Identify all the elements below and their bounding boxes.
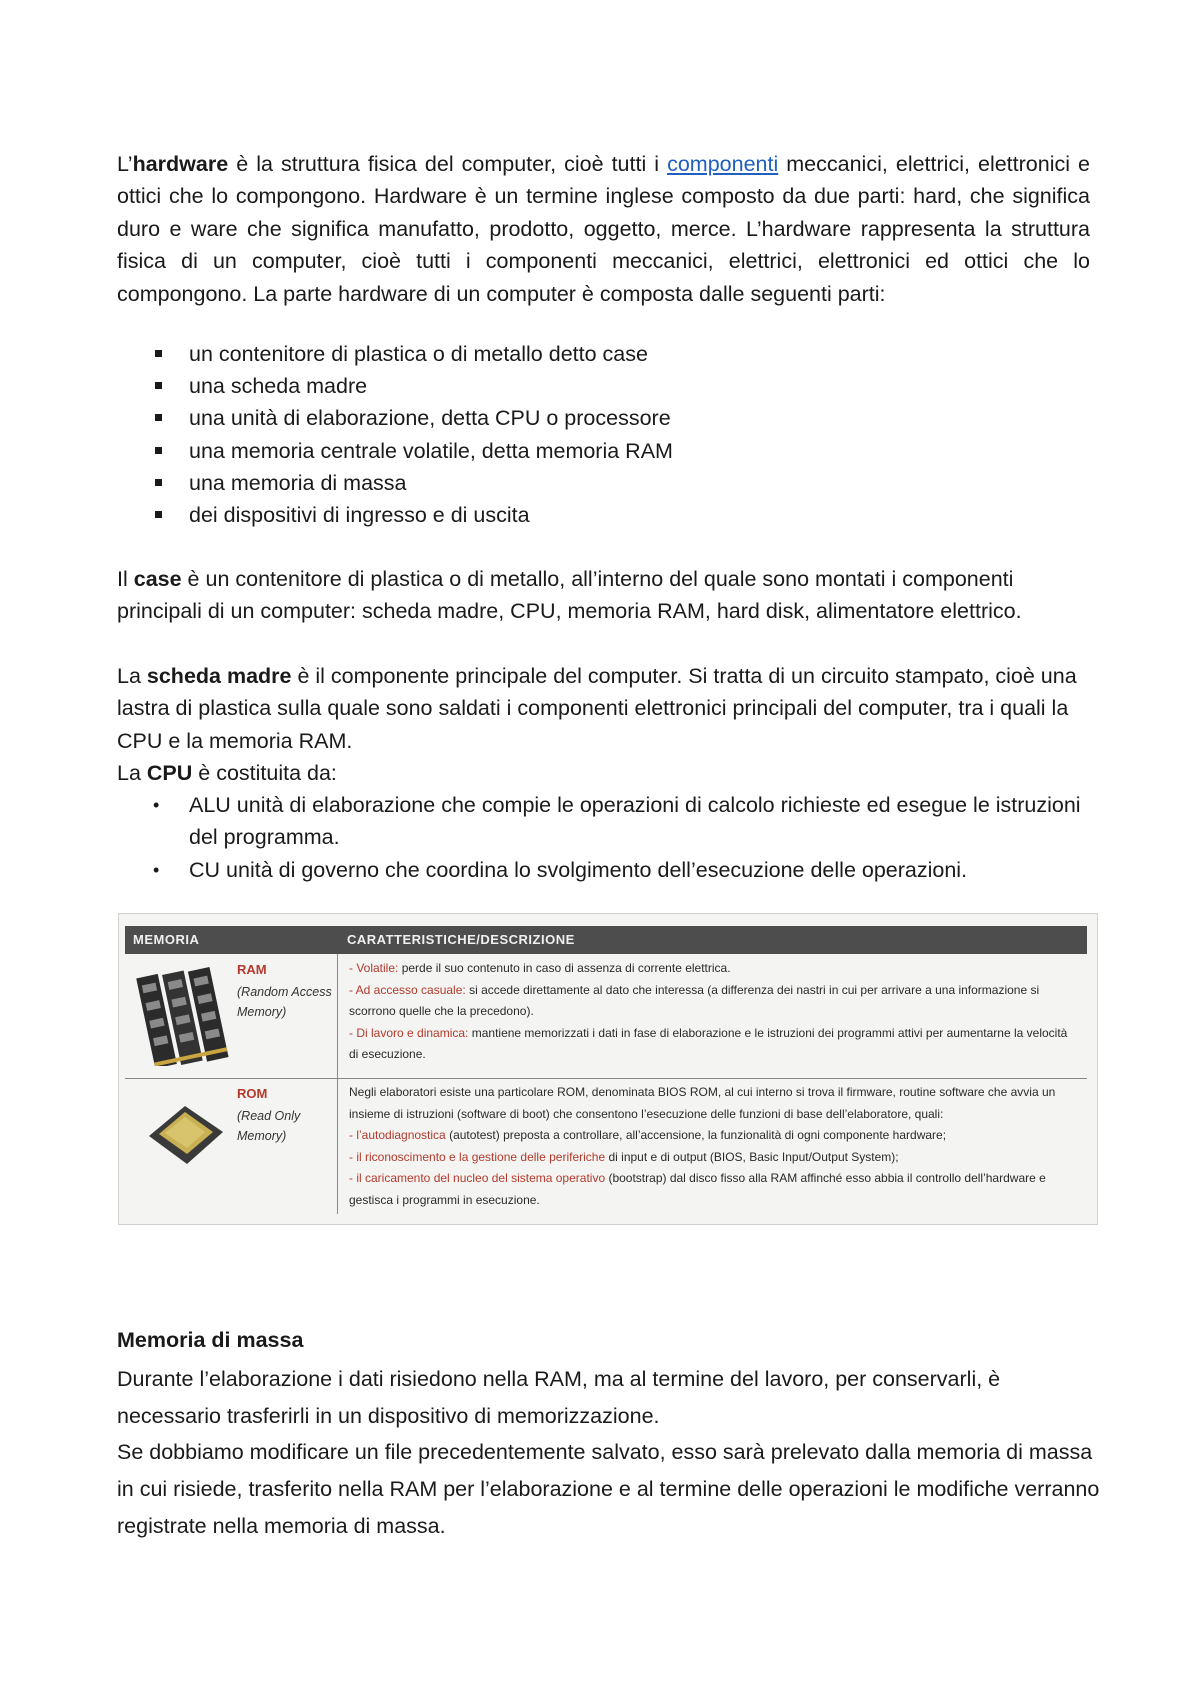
desc-red: - Di lavoro e dinamica: — [349, 1025, 469, 1040]
cpu-text: è costituita da: — [192, 761, 337, 785]
header-descrizione: CARATTERISTICHE/DESCRIZIONE — [347, 932, 575, 947]
desc-line — [349, 1147, 1079, 1169]
desc-red: - il riconoscimento e la gestione delle periferiche — [349, 1149, 606, 1164]
rom-chip-icon — [141, 1092, 229, 1172]
section-heading-memoria-di-massa: Memoria di massa — [117, 1328, 304, 1352]
list-item: una unità di elaborazione, detta CPU o processore — [117, 402, 1090, 434]
table-header — [125, 926, 1087, 954]
desc-text: mantiene memorizzati i dati in fase di elaborazione e le istruzioni dei programmi attivi per aumentarne la velocità di esecuzione. — [349, 1025, 1068, 1061]
desc-text: di input e di output (BIOS, Basic Input/Output System); — [605, 1149, 899, 1164]
cpu-paragraph — [117, 757, 1097, 789]
desc-text: si accede direttamente al dato che interessa (a differenza dei nastri in cui per arrivare a una informazione si scorrono quelle che la precedono). — [349, 982, 1040, 1018]
desc-line — [349, 958, 1079, 980]
mb-bold: scheda madre — [146, 664, 292, 688]
ram-module-icon — [133, 966, 229, 1066]
desc-line — [349, 1023, 1079, 1066]
list-item: una memoria di massa — [117, 467, 1090, 499]
list-item: un contenitore di plastica o di metallo detto case — [117, 338, 1090, 370]
rom-description — [349, 1082, 1079, 1211]
intro-bold-hardware: hardware — [132, 152, 229, 176]
header-memoria: MEMORIA — [133, 932, 200, 947]
desc-text: (autotest) preposta a controllare, all’accensione, la funzionalità di ogni componente hardware; — [445, 1128, 947, 1142]
desc-red: - il caricamento del nucleo del sistema operativo — [349, 1171, 606, 1185]
intro-text: L’ — [117, 152, 133, 176]
desc-red: - Volatile: — [349, 961, 399, 975]
cpu-text: La — [117, 761, 147, 785]
desc-text: Negli elaboratori esiste una particolare ROM, denominata BIOS ROM, al cui interno si trova il firmware, routine software che avvia un insieme di istruzioni (software di boot) che consentono l’esecuzione delle funzioni di base dell’elaboratore, quali: — [349, 1085, 1056, 1121]
list-item: dei dispositivi di ingresso e di uscita — [117, 499, 1090, 531]
memory-table-image — [118, 913, 1098, 1225]
list-item: una memoria centrale volatile, detta memoria RAM — [117, 435, 1090, 467]
list-item: • ALU unità di elaborazione che compie le operazioni di calcolo richieste ed esegue le istruzioni del programma. — [117, 789, 1090, 854]
desc-line — [349, 1125, 1079, 1147]
desc-red: - Ad accesso casuale: — [349, 982, 466, 997]
desc-text: (bootstrap) dal disco fisso alla RAM affinché esso abbia il controllo dell’hardware e gestisca i programmi in esecuzione. — [349, 1171, 1046, 1207]
ram-subtitle: (Random Access — [237, 985, 332, 999]
hardware-parts-list — [117, 338, 1090, 531]
intro-text: meccanici, elettrici, elettronici e ottici che lo compongono. Hardware è un termine inglese composto da due parti: hard, che significa duro e ware che significa manufatto, prodotto, oggetto, merce. L’hardware rappresenta la struttura fisica di un computer, cioè tutti i componenti meccanici, elettrici, elettronici ed ottici che lo compongono. La parte hardware di un computer è composta dalle seguenti parti: — [117, 152, 1090, 306]
mass-memory-text — [117, 1361, 1102, 1545]
ram-label: RAM — [237, 962, 267, 977]
desc-line — [349, 1168, 1079, 1211]
ram-subtitle: Memory) — [237, 1005, 287, 1019]
case-paragraph — [117, 563, 1097, 628]
rom-subtitle: Memory) — [237, 1129, 287, 1143]
mb-text: La — [117, 664, 147, 688]
ram-description — [349, 958, 1079, 1066]
list-item: una scheda madre — [117, 370, 1090, 402]
desc-red: - l’autodiagnostica — [349, 1128, 446, 1142]
case-text: è un contenitore di plastica o di metallo, all’interno del quale sono montati i componenti principali di un computer: scheda madre, CPU, memoria RAM, hard disk, alimentatore elettrico. — [117, 567, 1022, 624]
desc-line — [349, 980, 1079, 1023]
rom-subtitle: (Read Only — [237, 1109, 301, 1123]
motherboard-paragraph — [117, 660, 1097, 757]
rom-label: ROM — [237, 1086, 268, 1101]
mass-paragraph: Durante l’elaborazione i dati risiedono nella RAM, ma al termine del lavoro, per conservarli, è necessario trasferirli in un dispositivo di memorizzazione. — [117, 1367, 1001, 1428]
mass-paragraph: Se dobbiamo modificare un file precedentemente salvato, esso sarà prelevato dalla memoria di massa in cui risiede, trasferito nella RAM per l’elaborazione e al termine delle operazioni le modifiche verranno registrate nella memoria di massa. — [117, 1440, 1100, 1538]
list-item: • CU unità di governo che coordina lo svolgimento dell’esecuzione delle operazioni. — [117, 854, 1090, 886]
intro-paragraph — [117, 148, 1090, 310]
intro-text: è la struttura fisica del computer, cioè tutti i — [228, 152, 668, 176]
cpu-bold: CPU — [146, 761, 193, 785]
mb-text: è il componente principale del computer. Si tratta di un circuito stampato, cioè una lastra di plastica sulla quale sono saldati i componenti elettronici principali del computer, tra i quali la CPU e la memoria RAM. — [117, 664, 1077, 753]
case-text: Il — [117, 567, 134, 591]
desc-text: perde il suo contenuto in caso di assenza di corrente elettrica. — [398, 961, 731, 975]
cpu-components-list — [117, 789, 1090, 886]
componenti-link[interactable]: componenti — [667, 152, 779, 176]
case-bold: case — [133, 567, 182, 591]
